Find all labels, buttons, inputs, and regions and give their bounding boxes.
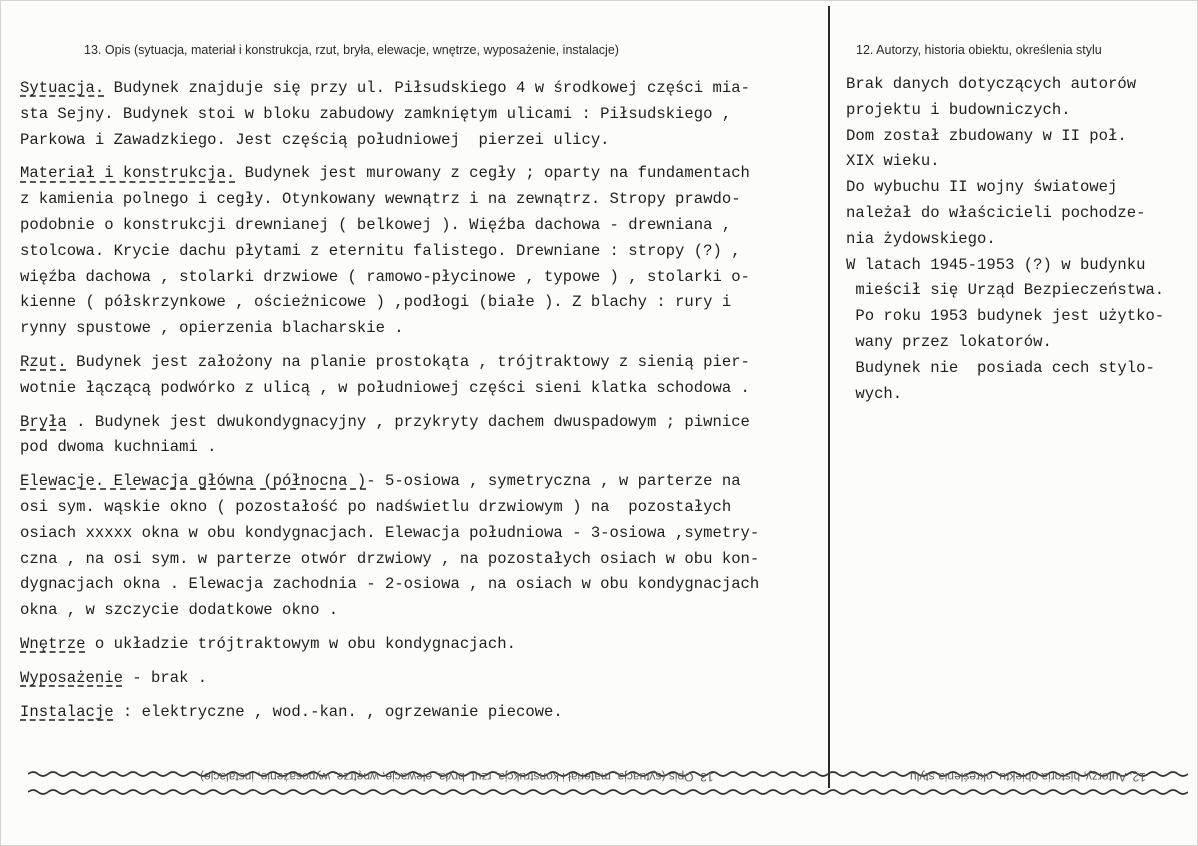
- section-heading: Wyposażenie: [20, 668, 123, 687]
- mirrored-description-header: 13. Opis (sytuacja, materiał i konstrukcja, rzut, bryła, elewacje, wnętrze, wyposażenie, instalacje): [200, 770, 714, 784]
- history-line: Po roku 1953 budynek jest użytko-: [846, 307, 1165, 326]
- section-heading: Materiał i konstrukcja.: [20, 164, 236, 183]
- line-text: : elektryczne , wod.-kan. , ogrzewanie piecowe.: [113, 702, 563, 721]
- text-line: [20, 316, 825, 342]
- line-text: Parkowa i Zawadzkiego. Jest częścią południowej pierzei ulicy.: [20, 130, 610, 149]
- line-text: stolcowa. Krycie dachu płytami z eternitu falistego. Drewniane : stropy (?) ,: [20, 241, 741, 260]
- description-column-header: 13. Opis (sytuacja, materiał i konstrukcja, rzut, bryła, elewacje, wnętrze, wyposażenie, instalacje): [84, 43, 619, 57]
- text-line: [20, 666, 825, 692]
- text-line: [20, 290, 825, 316]
- section-paragraph: [20, 700, 825, 726]
- line-text: podobnie o konstrukcji drewnianej ( belkowej ). Więźba dachowa - drewniana ,: [20, 215, 732, 234]
- line-text: kienne ( półskrzynkowe , ościeżnicowe ) ,podłogi (białe ). Z blachy : rury i: [20, 293, 732, 312]
- line-text: - 5-osiowa , symetryczna , w parterze na: [366, 472, 741, 491]
- line-text: Budynek znajduje się przy ul. Piłsudskiego 4 w środkowej części mia-: [104, 79, 750, 97]
- section-paragraph: [20, 76, 825, 153]
- line-text: sta Sejny. Budynek stoi w bloku zabudowy zamkniętym ulicami : Piłsudskiego ,: [20, 104, 732, 123]
- history-line: nia żydowskiego.: [846, 229, 996, 248]
- history-line: XIX wieku.: [846, 152, 940, 171]
- history-line: W latach 1945-1953 (?) w budynku: [846, 255, 1146, 274]
- text-line: [20, 187, 825, 213]
- text-line: [20, 700, 825, 726]
- history-line: mieścił się Urząd Bezpieczeństwa.: [846, 281, 1165, 300]
- line-text: czna , na osi sym. w parterze otwór drzwiowy , na pozostałych osiach w obu kon-: [20, 549, 760, 568]
- text-line: [20, 521, 825, 547]
- text-line: [20, 265, 825, 291]
- text-line: [20, 102, 825, 128]
- history-line: należał do właścicieli pochodze-: [846, 203, 1146, 222]
- line-text: Budynek jest murowany z cegły ; oparty na fundamentach: [235, 164, 750, 183]
- section-heading: Rzut.: [20, 352, 67, 371]
- section-paragraph: [20, 350, 825, 402]
- section-heading: Wnętrze: [20, 634, 86, 653]
- line-text: . Budynek jest dwukondygnacyjny , przykryty dachem dwuspadowym ; piwnice: [66, 412, 750, 431]
- text-line: [20, 161, 825, 187]
- text-line: [20, 435, 825, 461]
- line-text: osi sym. wąskie okno ( pozostałość po nadświetlu drzwiowym ) na pozostałych: [20, 497, 732, 516]
- history-body: [846, 72, 1191, 407]
- line-text: o układzie trójtraktowym w obu kondygnacjach.: [85, 634, 516, 653]
- line-text: z kamienia polnego i cegły. Otynkowany wewnątrz i na zewnątrz. Stropy prawdo-: [20, 190, 741, 209]
- column-divider: [828, 6, 830, 788]
- text-line: [20, 350, 825, 376]
- section-heading: Instalacje: [20, 702, 114, 721]
- history-line: wany przez lokatorów.: [846, 332, 1052, 351]
- line-text: Budynek jest założony na planie prostokąta , trójtraktowy z sienią pier-: [66, 352, 750, 371]
- text-line: [20, 495, 825, 521]
- section-heading: Bryła: [20, 412, 67, 431]
- section-paragraph: [20, 410, 825, 462]
- history-line: wych.: [846, 384, 903, 403]
- text-line: [20, 598, 825, 624]
- history-line: Dom został zbudowany w II poł.: [846, 126, 1127, 145]
- text-line: [20, 572, 825, 598]
- line-text: dygnacjach okna . Elewacja zachodnia - 2-osiowa , na osiach w obu kondygnacjach: [20, 575, 760, 594]
- history-line: Do wybuchu II wojny światowej: [846, 178, 1118, 197]
- text-line: [20, 632, 825, 658]
- text-line: [20, 547, 825, 573]
- section-paragraph: [20, 632, 825, 658]
- text-line: [20, 213, 825, 239]
- section-paragraph: [20, 161, 825, 342]
- text-line: [20, 410, 825, 436]
- text-line: [20, 76, 825, 102]
- section-heading: Sytuacja.: [20, 79, 105, 97]
- history-line: Budynek nie posiada cech stylo-: [846, 358, 1155, 377]
- history-line: Brak danych dotyczących autorów: [846, 75, 1137, 93]
- section-paragraph: [20, 666, 825, 692]
- authors-column-header: 12. Autorzy, historia obiektu, określenia stylu: [856, 43, 1102, 57]
- line-text: - brak .: [122, 668, 208, 687]
- text-line: [20, 376, 825, 402]
- line-text: wotnie łączącą podwórko z ulicą , w południowej części sieni klatka schodowa .: [20, 378, 750, 397]
- mirrored-authors-header: 12. Autorzy, historia obiektu, określenia stylu: [910, 770, 1146, 784]
- history-line: projektu i budowniczych.: [846, 100, 1071, 119]
- line-text: osiach xxxxx okna w obu kondygnacjach. Elewacja południowa - 3-osiowa ,symetry-: [20, 523, 760, 542]
- line-text: pod dwoma kuchniami .: [20, 438, 217, 457]
- line-text: rynny spustowe , opierzenia blacharskie .: [20, 319, 404, 338]
- text-line: [20, 239, 825, 265]
- line-text: okna , w szczycie dodatkowe okno .: [20, 601, 339, 620]
- text-line: [20, 469, 825, 495]
- section-paragraph: [20, 469, 825, 624]
- text-line: [20, 128, 825, 154]
- line-text: więźba dachowa , stolarki drzwiowe ( ramowo-płycinowe , typowe ) , stolarki o-: [20, 267, 750, 286]
- section-heading: Elewacje. Elewacja główna (północna ): [20, 472, 367, 491]
- description-body: [20, 76, 825, 733]
- wave-line-2: [28, 788, 1188, 796]
